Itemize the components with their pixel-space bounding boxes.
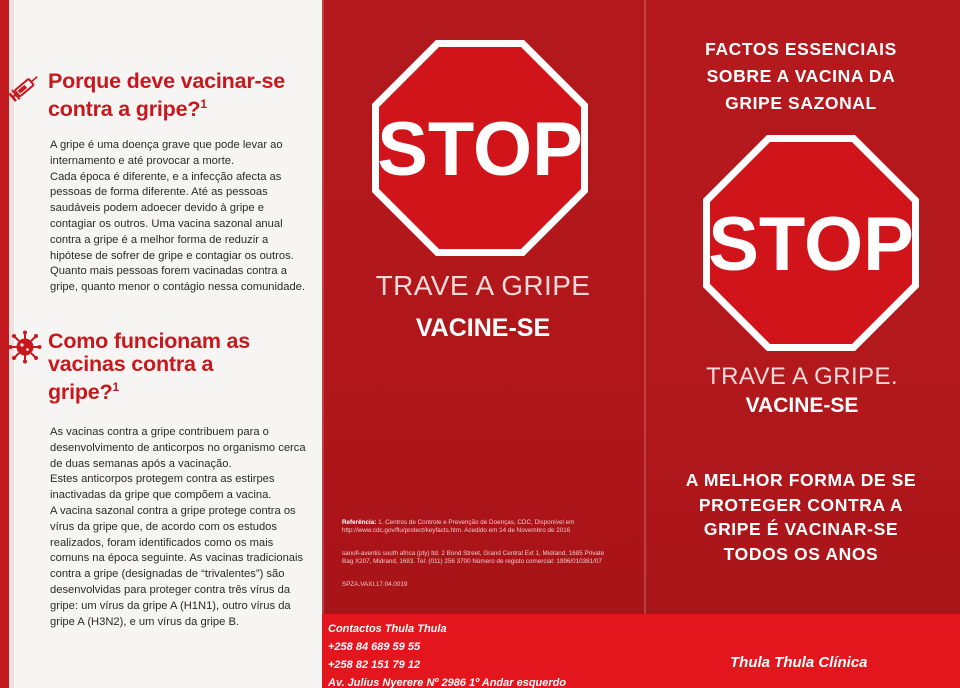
section-how-vaccines-work-title: [48, 330, 278, 404]
contact-block: [328, 620, 608, 688]
contact-footer: [322, 614, 960, 688]
fold-line: [644, 0, 646, 614]
slogan-vacine-se: VACINE-SE: [745, 394, 859, 417]
address: Av. Julius Nyerere Nº 2986 1º Andar esquerdo: [328, 677, 567, 688]
reference-block: [342, 519, 614, 589]
stop-sign: [370, 38, 590, 258]
paragraph: A gripe é uma doença grave que pode levar ao internamento e até provocar a morte.: [50, 139, 283, 167]
section-how-vaccines-work-title-text: Como funcionam as vacinas contra a gripe?: [48, 329, 251, 405]
stop-sign-text: STOP: [708, 202, 914, 287]
slogan-vacine-se: VACINE-SE: [415, 314, 551, 342]
section-why-vaccinate-header: [8, 70, 298, 121]
fold-line: [322, 0, 324, 614]
contacts-label: Contactos Thula Thula: [328, 623, 447, 635]
footnote-marker: 1: [200, 97, 207, 111]
stop-sign-text: STOP: [377, 107, 583, 192]
syringe-icon: [8, 70, 42, 104]
phone-number: +258 82 151 79 12: [328, 659, 421, 671]
section-why-vaccinate-body: [50, 138, 306, 296]
reference-citation: 1. Centros de Controle e Prevenção de Doenças, CDC, Disponível em http://www.cdc.gov/flu/protect/keyfacts.htm. Acedido em 14 de Novembro de 2016: [342, 519, 575, 535]
section-why-vaccinate-title: [48, 70, 298, 121]
paragraph: As vacinas contra a gripe contribuem para o desenvolvimento de anticorpos no organismo cerca de duas semanas após a vacinação.: [50, 426, 306, 470]
footnote-marker: 1: [112, 380, 119, 394]
section-how-vaccines-work-body: [50, 425, 306, 630]
paragraph: Estes anticorpos protegem contra as estirpes inactivadas da gripe que compõem a vacina.: [50, 473, 275, 502]
company-info: sanofi-aventis south africa (pty) ltd. 2 Bond Street, Grand Central Ext 1, Midrand, 1685 Private Bag X207, Midrand, 1683. Tel: (011) 256 3700 Número de registo comercial: 1996/010381/07: [342, 549, 605, 566]
slogan-trave-a-gripe: TRAVE A GRIPE: [375, 270, 591, 301]
phone-number: +258 84 689 59 55: [328, 641, 421, 653]
reference-text: [342, 519, 614, 536]
section-why-vaccinate-title-text: Porque deve vacinar-se contra a gripe?: [48, 69, 285, 122]
clinic-name: Thula Thula Clínica: [730, 654, 868, 671]
stop-sign: [701, 133, 921, 353]
left-panel: [0, 0, 322, 688]
reference-label: Referência:: [342, 519, 377, 526]
section-how-vaccines-work-header: [8, 330, 278, 404]
slogan-trave-a-gripe: TRAVE A GRIPE.: [706, 363, 898, 390]
cover-headline: A MELHOR FORMA DE SE PROTEGER CONTRA A GRIPE É VACINAR-SE TODOS OS ANOS: [685, 470, 917, 564]
cover-title: FACTOS ESSENCIAIS SOBRE A VACINA DA GRIPE SAZONAL: [705, 39, 897, 113]
virus-icon: [8, 330, 42, 364]
document-code: SPZA.VAXI.17.04.0019: [342, 580, 408, 588]
paragraph: A vacina sazonal contra a gripe protege contra os vírus da gripe que, de acordo com os estudos realizados, foram identificados como os mais comuns na época seguinte. As vacinas tradicionais contra a gripe (designadas de “trivalentes”) são desenvolvidas para proteger contra três vírus da gripe: um vírus da gripe A (H1N1), outro vírus da gripe A (H3N2), e um vírus da gripe B.: [50, 504, 304, 628]
paragraph: Cada época é diferente, e a infecção afecta as pessoas de forma diferente. Até as pessoas saudáveis podem adoecer devido à gripe e contagiar os outros. Uma vacina sazonal anual contra a gripe é a melhor forma de reduzir a hipótese de sofrer de gripe e contagiar os outros. Quanto mais pessoas forem vacinadas contra a gripe, quanto menor o contágio nessa comunidade.: [50, 170, 305, 294]
